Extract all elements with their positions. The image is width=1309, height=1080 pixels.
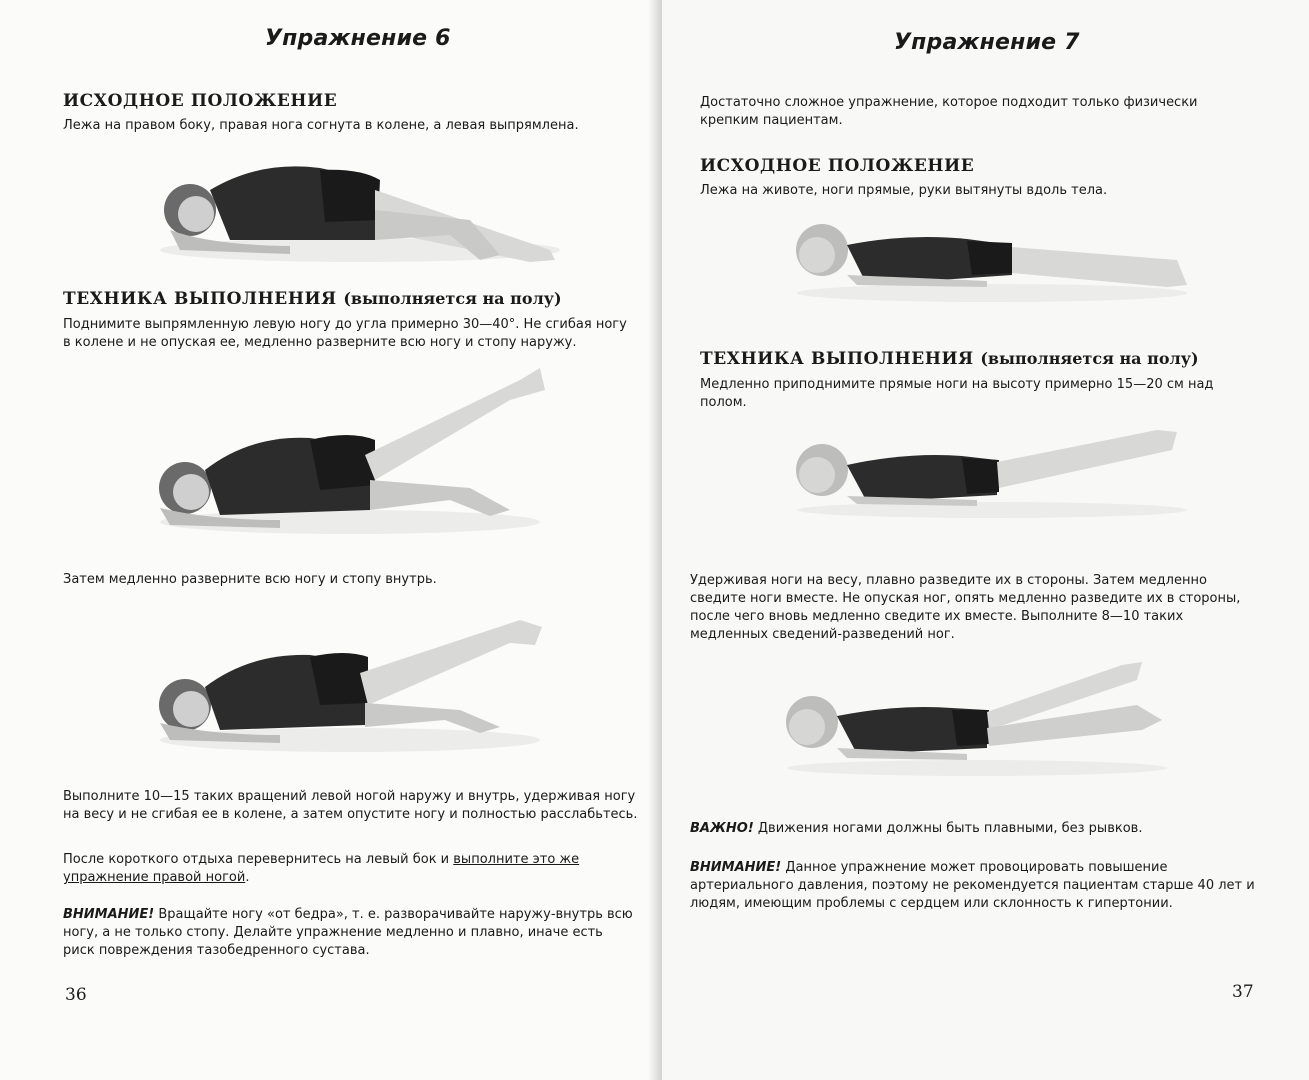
important-note [690, 820, 1255, 838]
exercise-6-title: Упражнение 6 [265, 26, 451, 51]
technique-text: Поднимите выпрямленную левую ногу до угла примерно 30—40°. Не сгибая ногу в колене и не опуская ее, медленно разверните всю ногу и стопу наружу. [63, 317, 627, 350]
after-rest-text [63, 851, 638, 887]
right-warning [690, 859, 1255, 913]
exercise-7-spread-photo [777, 650, 1177, 780]
then-text: Затем медленно разверните всю ногу и стопу внутрь. [63, 572, 437, 587]
start-position-heading: ИСХОДНОЕ ПОЛОЖЕНИЕ [63, 91, 338, 111]
exercise-6-inward-photo [150, 605, 570, 755]
after-rest-text-end: . [245, 870, 250, 885]
exercise-7-title: Упражнение 7 [894, 30, 1080, 55]
technique-heading-main: ТЕХНИКА ВЫПОЛНЕНИЯ [63, 289, 337, 309]
important-text: Движения ногами должны быть плавными, без рывков. [753, 821, 1143, 836]
technique-heading-sub: (выполняется на полу) [343, 289, 562, 308]
exercise-7-start-photo [787, 215, 1197, 305]
technique-heading [63, 289, 562, 309]
left-warning [63, 906, 638, 960]
after-rest-text-main: После короткого отдыха перевернитесь на левый бок и [63, 852, 454, 867]
technique-text-right: Медленно приподнимите прямые ноги на высоту примерно 15—20 см над полом. [700, 377, 1214, 410]
left-warning-label: ВНИМАНИЕ! [63, 907, 155, 922]
technique-heading-right-sub: (выполняется на полу) [980, 349, 1199, 368]
start-position-text: Лежа на правом боку, правая нога согнута в колене, а левая выпрямлена. [63, 118, 579, 133]
intro-text: Достаточно сложное упражнение, которое подходит только физически крепким пациентам. [700, 95, 1198, 128]
right-warning-text: Данное упражнение может провоцировать повышение артериального давления, поэтому не рекомендуется пациентам старше 40 лет и людям, имеющим проблемы с сердцем или склонность к гипертонии. [690, 860, 1255, 911]
start-position-text-right: Лежа на животе, ноги прямые, руки вытянуты вдоль тела. [700, 183, 1108, 198]
right-page [662, 0, 1309, 1080]
right-warning-label: ВНИМАНИЕ! [690, 860, 782, 875]
page-number-left: 36 [65, 985, 87, 1005]
hold-text: Удерживая ноги на весу, плавно разведите их в стороны. Затем медленно сведите ноги вместе. Не опуская ног, опять медленно разведите их в стороны, после чего вновь медленно сведите их вместе. Выполните 8—10 таких медленных сведений-разведений ног. [690, 573, 1241, 642]
exercise-6-start-photo [150, 150, 570, 270]
repeat-text: Выполните 10—15 таких вращений левой ногой наружу и внутрь, удерживая ногу на весу и не сгибая ее в колене, а затем опустите ногу и полностью расслабьтесь. [63, 789, 638, 822]
exercise-7-raised-photo [787, 420, 1197, 520]
left-warning-text: Вращайте ногу «от бедра», т. е. разворачивайте наружу-внутрь всю ногу, а не только стопу. Делайте упражнение медленно и плавно, иначе есть риск повреждения тазобедренного сустава. [63, 907, 633, 958]
technique-heading-right [700, 349, 1199, 369]
technique-heading-right-main: ТЕХНИКА ВЫПОЛНЕНИЯ [700, 349, 974, 369]
important-label: ВАЖНО! [690, 821, 754, 836]
page-number-right: 37 [1232, 982, 1254, 1002]
start-position-heading-right: ИСХОДНОЕ ПОЛОЖЕНИЕ [700, 156, 975, 176]
exercise-6-outward-photo [150, 360, 570, 540]
after-rest-text-underlined: выполните это же упражнение правой ногой [63, 852, 580, 885]
